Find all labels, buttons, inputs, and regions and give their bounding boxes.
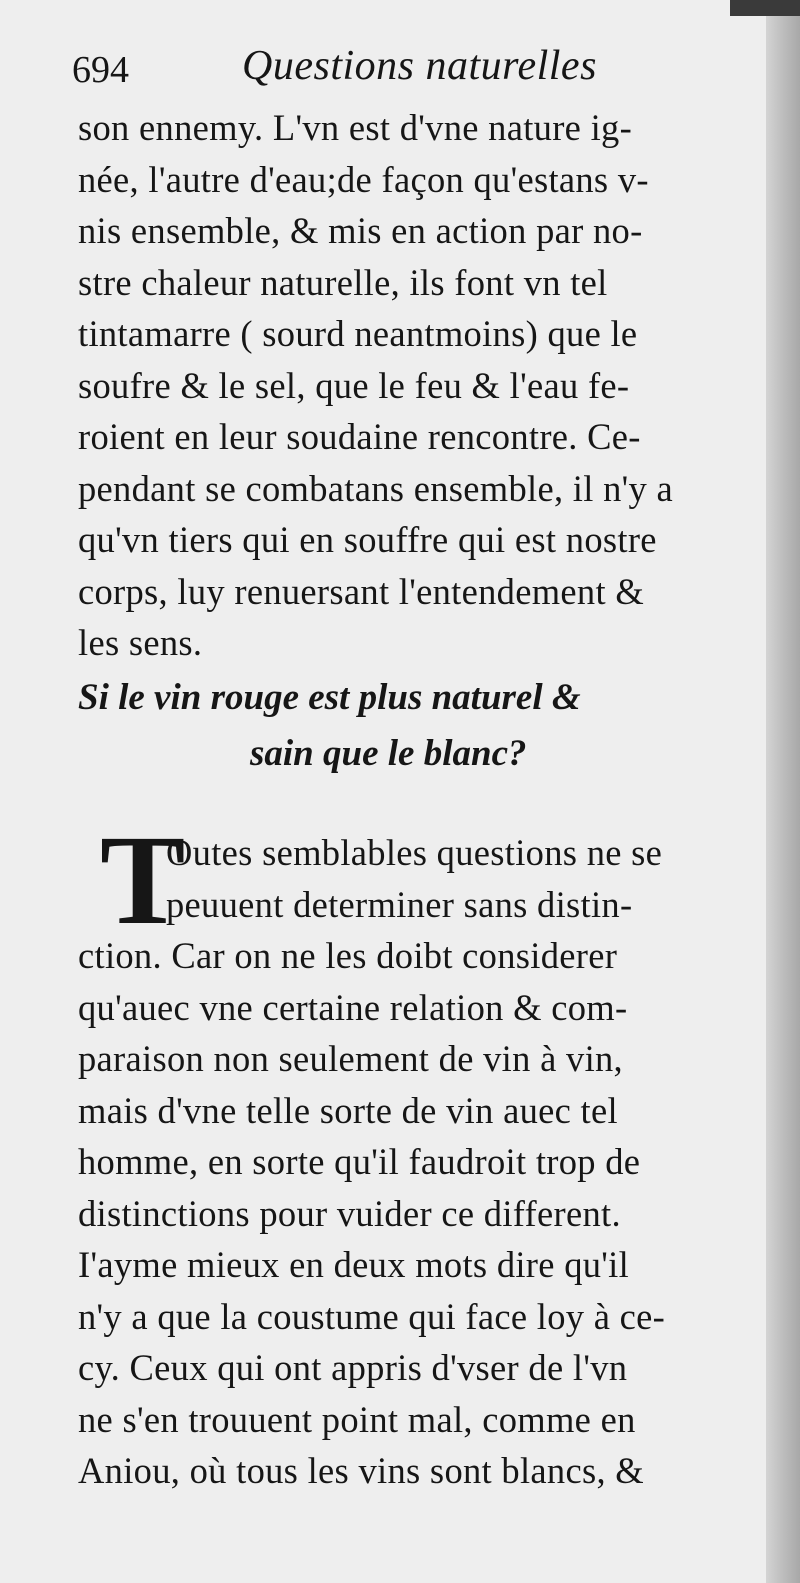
text-line: peuuent determiner sans distin- bbox=[166, 883, 633, 925]
text-line: ction. Car on ne les doibt considerer bbox=[78, 935, 618, 976]
text-line: cy. Ceux qui ont appris d'vser de l'vn bbox=[78, 1347, 628, 1388]
text-line: n'y a que la coustume qui face loy à ce- bbox=[78, 1295, 666, 1337]
page-header bbox=[72, 40, 712, 100]
text-line: son ennemy. L'vn est d'vne nature ig- bbox=[78, 107, 633, 148]
text-line: soufre & le sel, que le feu & l'eau fe- bbox=[78, 364, 630, 406]
drop-cap: T bbox=[100, 809, 186, 951]
text-line: ne s'en trouuent point mal, comme en bbox=[78, 1398, 636, 1440]
paragraph-2 bbox=[78, 809, 718, 1497]
text-line: paraison non seulement de vin à vin, bbox=[78, 1038, 623, 1079]
text-line: homme, en sorte qu'il faudroit trop de bbox=[78, 1141, 641, 1182]
text-line: mais d'vne telle sorte de vin auec tel bbox=[78, 1089, 618, 1131]
text-line: Outes semblables questions ne se bbox=[166, 832, 663, 873]
paragraph-1 bbox=[78, 102, 718, 669]
text-line: qu'auec vne certaine relation & com- bbox=[78, 986, 628, 1028]
text-line: née, l'autre d'eau;de façon qu'estans v- bbox=[78, 158, 649, 200]
text-line: distinctions pour vuider ce different. bbox=[78, 1192, 621, 1234]
text-line: stre chaleur naturelle, ils font vn tel bbox=[78, 261, 608, 303]
heading-line-1: Si le vin rouge est plus naturel & bbox=[78, 677, 581, 718]
text-line: les sens. bbox=[78, 622, 203, 663]
text-line: corps, luy renuersant l'entendement & bbox=[78, 570, 645, 612]
text-line: Aniou, où tous les vins sont blancs, & bbox=[78, 1450, 644, 1491]
page-corner-shadow bbox=[730, 0, 800, 16]
section-heading bbox=[78, 670, 718, 782]
text-line: tintamarre ( sourd neantmoins) que le bbox=[78, 313, 638, 354]
page-number: 694 bbox=[72, 49, 129, 91]
running-title: Questions naturelles bbox=[242, 43, 597, 89]
text-line: nis ensemble, & mis en action par no- bbox=[78, 210, 643, 251]
text-line: pendant se combatans ensemble, il n'y a bbox=[78, 467, 674, 509]
page-gutter bbox=[766, 0, 800, 1583]
text-line: I'ayme mieux en deux mots dire qu'il bbox=[78, 1244, 630, 1285]
text-line: roient en leur soudaine rencontre. Ce- bbox=[78, 416, 641, 457]
text-line: qu'vn tiers qui en souffre qui est nostre bbox=[78, 519, 657, 560]
heading-line-2: sain que le blanc? bbox=[250, 733, 527, 774]
